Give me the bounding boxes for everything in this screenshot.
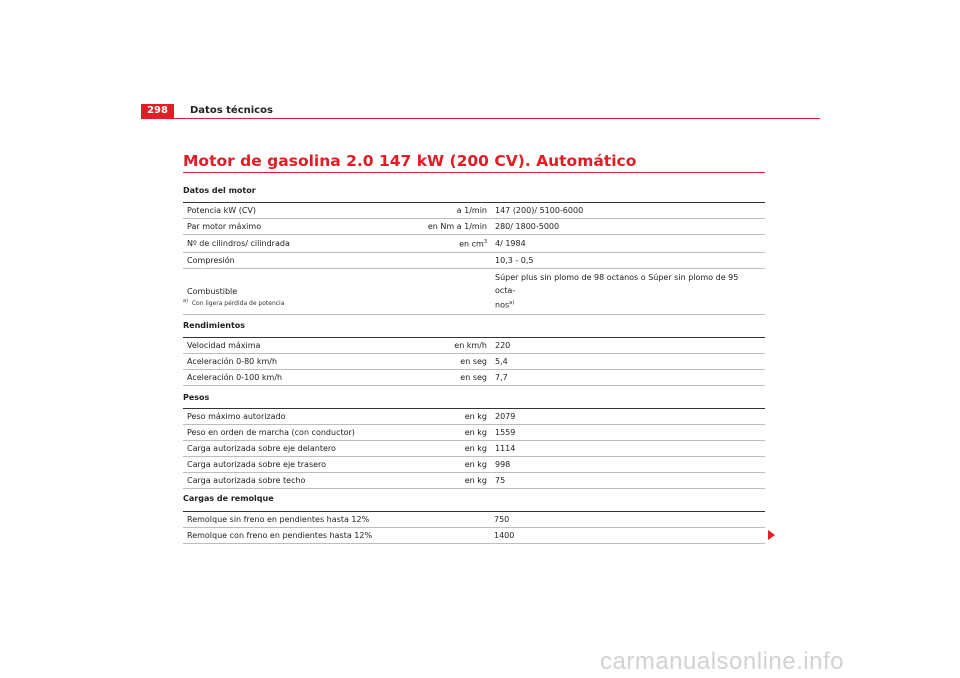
table-row — [183, 203, 765, 219]
table-row — [183, 457, 765, 473]
row-label: Combustible — [187, 286, 238, 296]
row-label: Velocidad máxima — [187, 341, 261, 350]
table-row — [183, 354, 765, 370]
table-row — [183, 473, 765, 489]
title-divider — [183, 172, 765, 173]
rendimientos-heading: Rendimientos — [183, 321, 246, 330]
row-label: Peso máximo autorizado — [187, 412, 286, 421]
row-unit — [421, 269, 491, 315]
motor-heading: Datos del motor — [183, 186, 256, 195]
row-value: 5,4 — [495, 357, 508, 366]
row-label: Remolque sin freno en pendientes hasta 12% — [187, 515, 370, 524]
pesos-heading: Pesos — [183, 393, 210, 402]
table-row — [183, 370, 765, 386]
pesos-table — [183, 408, 765, 489]
row-label: Potencia kW (CV) — [187, 206, 257, 215]
row-value: 7,7 — [495, 373, 508, 382]
rendimientos-table — [183, 337, 765, 386]
watermark: carmanualsonline.info — [600, 648, 844, 675]
row-label: Carga autorizada sobre eje delantero — [187, 444, 336, 453]
footnote-reference: a) — [509, 300, 515, 306]
row-value: 2079 — [495, 412, 516, 421]
footnote-text: Con ligera pérdida de potencia — [191, 300, 285, 307]
row-unit: en seg — [460, 357, 487, 366]
row-value: 1114 — [495, 444, 516, 453]
table-row — [183, 512, 765, 528]
footnote — [183, 298, 284, 307]
row-label: Compresión — [187, 256, 235, 265]
footnote-mark: a) — [183, 298, 189, 304]
row-unit: en seg — [460, 373, 487, 382]
row-value: 10,3 - 0,5 — [495, 256, 534, 265]
row-value — [491, 269, 765, 315]
row-label: Remolque con freno en pendientes hasta 12% — [187, 531, 373, 540]
row-value: 4/ 1984 — [495, 239, 526, 248]
remolque-heading: Cargas de remolque — [183, 494, 274, 503]
row-label: Peso en orden de marcha (con conductor) — [187, 428, 355, 437]
row-unit: en Nm a 1/min — [427, 222, 487, 231]
row-unit: en km/h — [454, 341, 487, 350]
row-unit — [421, 253, 491, 269]
table-row — [183, 441, 765, 457]
value-line-1: Súper plus sin plomo de 98 octanos o Súper sin plomo de 95 octa- — [495, 273, 739, 295]
remolque-table — [183, 511, 765, 544]
table-row — [183, 409, 765, 425]
row-label: Nº de cilindros/ cilindrada — [187, 239, 290, 248]
table-row — [183, 269, 765, 315]
table-row — [183, 425, 765, 441]
unit-text: en cm — [459, 239, 484, 249]
page-number: 298 — [141, 104, 174, 118]
row-unit — [421, 235, 491, 253]
unit-superscript: 3 — [483, 239, 487, 246]
value-line-2: nos — [495, 300, 510, 310]
row-unit: en kg — [464, 428, 487, 437]
row-label: Carga autorizada sobre techo — [187, 476, 306, 485]
row-unit: a 1/min — [456, 206, 487, 215]
table-row — [183, 253, 765, 269]
table-row — [183, 235, 765, 253]
row-unit: en kg — [464, 476, 487, 485]
row-value: 220 — [495, 341, 511, 350]
row-value: 280/ 1800-5000 — [495, 222, 560, 231]
row-value: 998 — [495, 460, 511, 469]
row-value: 750 — [494, 515, 510, 524]
table-row — [183, 338, 765, 354]
row-unit: en kg — [464, 460, 487, 469]
row-value: 147 (200)/ 5100-6000 — [495, 206, 584, 215]
row-label: Aceleración 0-100 km/h — [187, 373, 283, 382]
header-section-title: Datos técnicos — [190, 105, 273, 116]
row-label: Carga autorizada sobre eje trasero — [187, 460, 327, 469]
row-value: 1559 — [495, 428, 516, 437]
row-unit: en kg — [464, 412, 487, 421]
row-label: Aceleración 0-80 km/h — [187, 357, 278, 366]
table-row — [183, 219, 765, 235]
row-value: 75 — [495, 476, 506, 485]
header-divider — [141, 118, 820, 119]
row-label: Par motor máximo — [187, 222, 262, 231]
row-unit: en kg — [464, 444, 487, 453]
row-value: 1400 — [494, 531, 515, 540]
table-row — [183, 528, 765, 544]
page-title: Motor de gasolina 2.0 147 kW (200 CV). Automático — [183, 152, 637, 170]
next-page-arrow-icon — [768, 530, 775, 540]
